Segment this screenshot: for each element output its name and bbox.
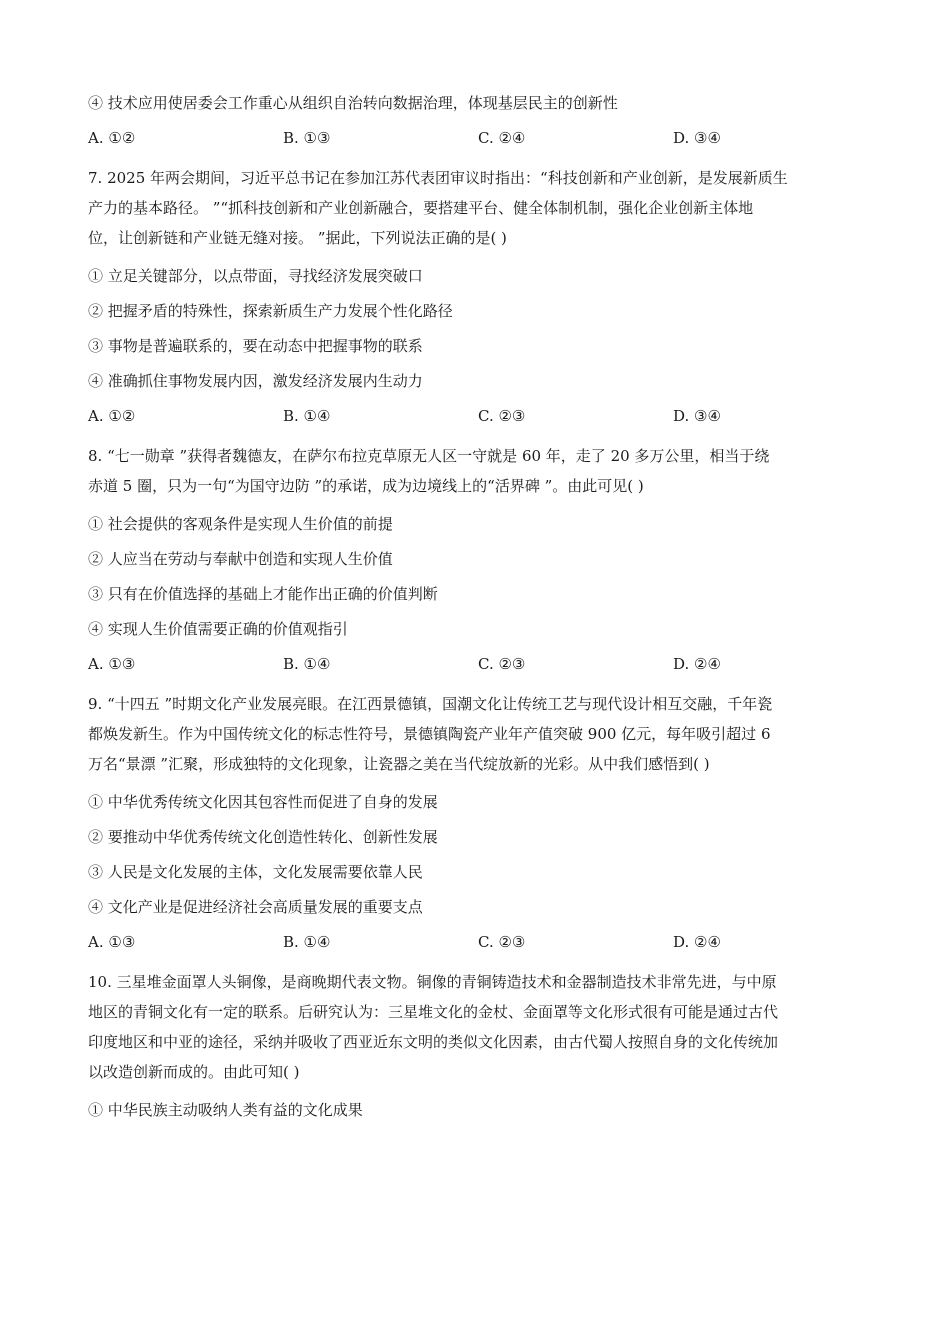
- question-stem: [88, 441, 868, 501]
- choice-c: C. ②③: [478, 933, 526, 951]
- question-stem: [88, 967, 868, 1087]
- option-line: ① 社会提供的客观条件是实现人生价值的前提: [88, 515, 393, 533]
- option-line: ④ 文化产业是促进经济社会高质量发展的重要支点: [88, 898, 423, 916]
- option-line: ① 中华优秀传统文化因其包容性而促进了自身的发展: [88, 793, 438, 811]
- choice-d: D. ②④: [673, 655, 721, 673]
- option-line: ③ 事物是普遍联系的，要在动态中把握事物的联系: [88, 337, 423, 355]
- stem-line: 7. 2025 年两会期间，习近平总书记在参加江苏代表团审议时指出：“科技创新和产业创新，是发展新质生: [88, 169, 788, 187]
- stem-line: 都焕发新生。作为中国传统文化的标志性符号，景德镇陶瓷产业年产值突破 900 亿元，每年吸引超过 6: [88, 725, 771, 743]
- question-9: [88, 689, 868, 953]
- option-line: ④ 准确抓住事物发展内因，激发经济发展内生动力: [88, 372, 423, 390]
- stem-line: 8. “七一勋章 ”获得者魏德友，在萨尔布拉克草原无人区一守就是 60 年，走了 20 多万公里，相当于绕: [88, 447, 770, 465]
- stem-line: 印度地区和中亚的途径，采纳并吸收了西亚近东文明的类似文化因素，由古代蜀人按照自身的文化传统加: [88, 1033, 779, 1051]
- option-line: ① 立足关键部分，以点带面，寻找经济发展突破口: [88, 267, 423, 285]
- choice-a: A. ①②: [88, 129, 136, 147]
- choice-c: C. ②③: [478, 407, 526, 425]
- option-line: ④ 实现人生价值需要正确的价值观指引: [88, 620, 348, 638]
- option-line: ② 要推动中华优秀传统文化创造性转化、创新性发展: [88, 828, 438, 846]
- choice-b: B. ①④: [283, 407, 331, 425]
- option-line: ① 中华民族主动吸纳人类有益的文化成果: [88, 1101, 363, 1119]
- question-stem: [88, 163, 868, 253]
- choice-c: C. ②④: [478, 129, 526, 147]
- answer-choices: [88, 127, 868, 149]
- choice-b: B. ①④: [283, 933, 331, 951]
- option-line: ③ 人民是文化发展的主体，文化发展需要依靠人民: [88, 863, 423, 881]
- choice-d: D. ②④: [673, 933, 721, 951]
- answer-choices: [88, 653, 868, 675]
- question-10: [88, 967, 868, 1121]
- choice-a: A. ①③: [88, 655, 136, 673]
- stem-line: 位，让创新链和产业链无缝对接。 ”据此，下列说法正确的是( ): [88, 229, 507, 247]
- choice-b: B. ①④: [283, 655, 331, 673]
- stem-line: 10. 三星堆金面罩人头铜像，是商晚期代表文物。铜像的青铜铸造技术和金器制造技术非常先进，与中原: [88, 973, 777, 991]
- question-7: [88, 163, 868, 427]
- option-line: ③ 只有在价值选择的基础上才能作出正确的价值判断: [88, 585, 438, 603]
- option-line: ④ 技术应用使居委会工作重心从组织自治转向数据治理，体现基层民主的创新性: [88, 94, 618, 112]
- choice-b: B. ①③: [283, 129, 331, 147]
- stem-line: 万名“景漂 ”汇聚，形成独特的文化现象，让瓷器之美在当代绽放新的光彩。从中我们感悟到( ): [88, 755, 710, 773]
- answer-choices: [88, 931, 868, 953]
- choice-d: D. ③④: [673, 407, 721, 425]
- choice-c: C. ②③: [478, 655, 526, 673]
- choice-d: D. ③④: [673, 129, 721, 147]
- question-stem: [88, 689, 868, 779]
- stem-line: 以改造创新而成的。由此可知( ): [88, 1063, 300, 1081]
- choice-a: A. ①②: [88, 407, 136, 425]
- question-8: [88, 441, 868, 675]
- choice-a: A. ①③: [88, 933, 136, 951]
- stem-line: 赤道 5 圈，只为一句“为国守边防 ”的承诺，成为边境线上的“活界碑 ”。由此可见( ): [88, 477, 644, 495]
- option-line: ② 把握矛盾的特殊性，探索新质生产力发展个性化路径: [88, 302, 453, 320]
- stem-line: 9. “十四五 ”时期文化产业发展亮眼。在江西景德镇，国潮文化让传统工艺与现代设计相互交融，千年瓷: [88, 695, 773, 713]
- answer-choices: [88, 405, 868, 427]
- exam-page: [88, 92, 868, 1134]
- option-line: ② 人应当在劳动与奉献中创造和实现人生价值: [88, 550, 393, 568]
- prev-question: [88, 92, 868, 149]
- stem-line: 产力的基本路径。 ”“抓科技创新和产业创新融合，要搭建平台、健全体制机制，强化企业创新主体地: [88, 199, 754, 217]
- stem-line: 地区的青铜文化有一定的联系。后研究认为：三星堆文化的金杖、金面罩等文化形式很有可能是通过古代: [88, 1003, 779, 1021]
